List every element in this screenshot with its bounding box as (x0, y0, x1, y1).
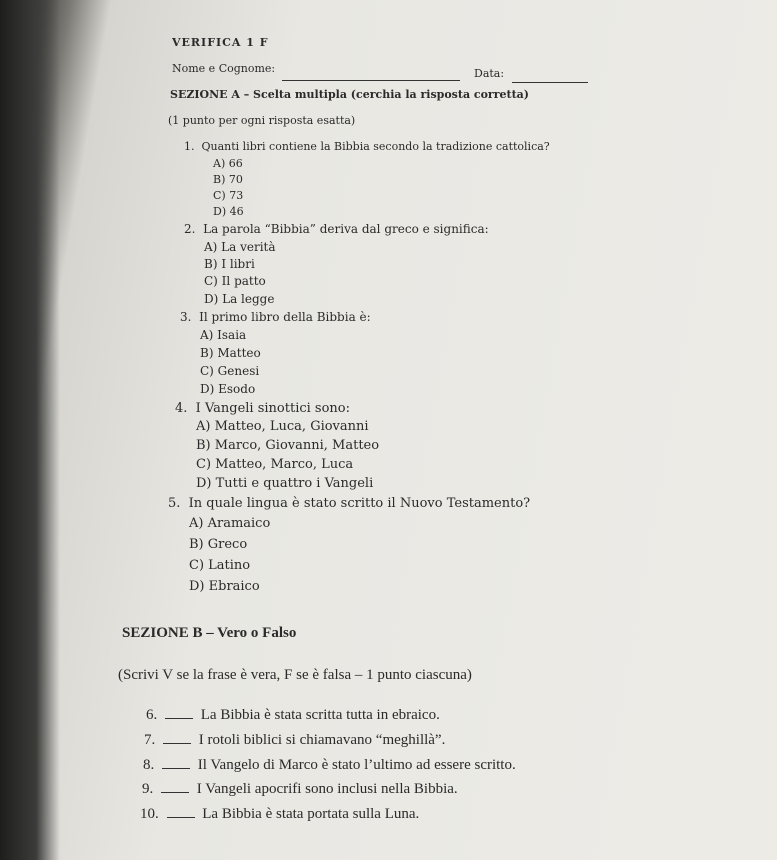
tf-item-6 (146, 706, 440, 724)
tf-item-7 (144, 731, 445, 749)
tf-item-10 (140, 805, 419, 823)
page-shadow (0, 0, 60, 860)
name-label: Nome e Cognome: (172, 62, 276, 75)
answer-blank-8[interactable] (162, 756, 190, 769)
question-text: I Vangeli sinottici sono: (195, 401, 351, 416)
answer-blank-10[interactable] (167, 805, 195, 818)
q3-option-a[interactable]: A) Isaia (200, 328, 247, 342)
answer-blank-6[interactable] (165, 706, 193, 719)
date-label: Data: (474, 67, 505, 80)
q4-option-b[interactable]: B) Marco, Giovanni, Matteo (196, 438, 380, 453)
q2-option-b[interactable]: B) I libri (204, 257, 255, 271)
tf-item-9 (142, 780, 458, 798)
date-field[interactable] (512, 72, 588, 83)
question-text: La parola “Bibbia” deriva dal greco e significa: (203, 222, 489, 236)
q3-option-d[interactable]: D) Esodo (200, 382, 256, 396)
worksheet-title: VERIFICA 1 F (172, 36, 269, 49)
question-4 (175, 401, 350, 416)
q1-option-b[interactable]: B) 70 (213, 173, 243, 186)
question-1 (184, 140, 550, 153)
item-number: 7. (144, 732, 156, 748)
tf-item-8 (143, 756, 516, 774)
question-number: 5. (168, 496, 181, 511)
q5-option-b[interactable]: B) Greco (189, 537, 248, 552)
question-text: Il primo libro della Bibbia è: (199, 310, 371, 324)
item-number: 8. (143, 757, 155, 773)
q1-option-a[interactable]: A) 66 (213, 157, 243, 170)
q5-option-a[interactable]: A) Aramaico (189, 516, 271, 531)
question-text: Quanti libri contiene la Bibbia secondo la tradizione cattolica? (201, 140, 550, 153)
item-text: Il Vangelo di Marco è stato l’ultimo ad essere scritto. (197, 757, 516, 773)
question-number: 1. (184, 140, 195, 153)
item-number: 6. (146, 707, 158, 723)
q2-option-d[interactable]: D) La legge (204, 292, 275, 306)
q4-option-a[interactable]: A) Matteo, Luca, Giovanni (196, 419, 369, 434)
name-field[interactable] (282, 70, 460, 81)
answer-blank-9[interactable] (161, 780, 189, 793)
q5-option-c[interactable]: C) Latino (189, 558, 251, 573)
q4-option-d[interactable]: D) Tutti e quattro i Vangeli (196, 476, 374, 491)
q2-option-c[interactable]: C) Il patto (204, 274, 266, 288)
item-number: 9. (142, 781, 154, 797)
question-number: 4. (175, 401, 188, 416)
question-number: 2. (184, 222, 196, 236)
section-b-instruction: (Scrivi V se la frase è vera, F se è falsa – 1 punto ciascuna) (118, 667, 472, 683)
item-text: I rotoli biblici si chiamavano “meghillà”. (198, 732, 446, 748)
item-text: La Bibbia è stata scritta tutta in ebraico. (200, 707, 440, 723)
section-a-title: SEZIONE A – Scelta multipla (cerchia la risposta corretta) (170, 88, 530, 101)
q5-option-d[interactable]: D) Ebraico (189, 579, 260, 594)
item-text: La Bibbia è stata portata sulla Luna. (202, 806, 420, 822)
section-b-title: SEZIONE B – Vero o Falso (122, 625, 297, 641)
question-number: 3. (180, 310, 192, 324)
q1-option-d[interactable]: D) 46 (213, 205, 244, 218)
q4-option-c[interactable]: C) Matteo, Marco, Luca (196, 457, 354, 472)
question-2 (184, 222, 489, 236)
answer-blank-7[interactable] (163, 731, 191, 744)
q3-option-b[interactable]: B) Matteo (200, 346, 261, 360)
q3-option-c[interactable]: C) Genesi (200, 364, 260, 378)
q1-option-c[interactable]: C) 73 (213, 189, 244, 202)
question-5 (168, 496, 530, 511)
item-text: I Vangeli apocrifi sono inclusi nella Bibbia. (196, 781, 458, 797)
question-3 (180, 310, 371, 324)
q2-option-a[interactable]: A) La verità (204, 240, 276, 254)
question-text: In quale lingua è stato scritto il Nuovo Testamento? (188, 496, 531, 511)
item-number: 10. (140, 806, 159, 822)
section-a-instruction: (1 punto per ogni risposta esatta) (168, 114, 356, 127)
